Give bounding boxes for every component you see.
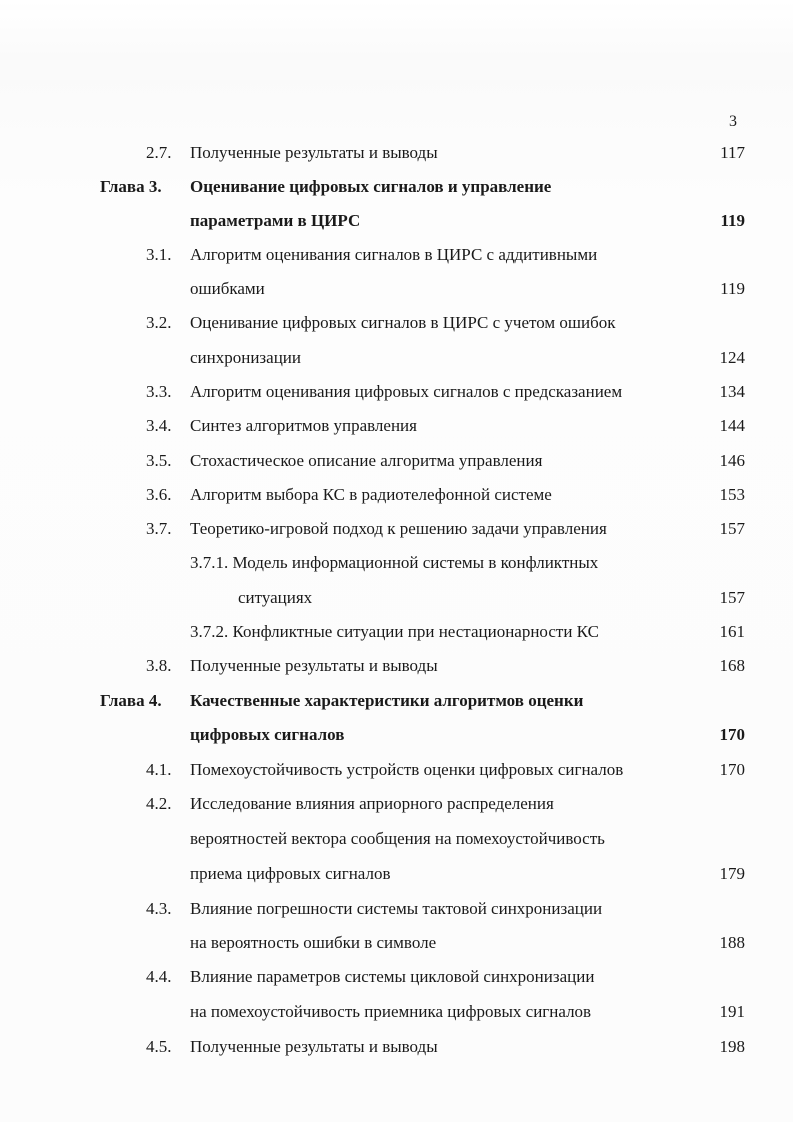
toc-entry-title-cont: приема цифровых сигналов [190, 864, 391, 883]
toc-entry-title-cont: на вероятность ошибки в символе [190, 933, 437, 952]
toc-subentry-title: 3.7.1. Модель информационной системы в конфликтных [190, 553, 599, 572]
toc-entry-title: Алгоритм оценивания сигналов в ЦИРС с аддитивными [190, 245, 598, 264]
toc-entry-page: 179 [719, 864, 745, 883]
toc-entry-title: Влияние параметров системы цикловой синхронизации [190, 967, 595, 986]
toc-entry-title-cont: ошибками [190, 279, 265, 298]
toc-entry-page: 188 [719, 933, 745, 952]
toc-entry-number: 3.8. [146, 656, 172, 675]
toc-entry-page: 157 [719, 519, 745, 538]
toc-entry-page: 146 [719, 451, 745, 470]
toc-entry-number: 3.5. [146, 451, 172, 470]
toc-entry-page: 117 [720, 143, 745, 162]
toc-entry-title-cont: на помехоустойчивость приемника цифровых сигналов [190, 1002, 592, 1021]
toc-entry-number: 3.3. [146, 382, 172, 401]
toc-subentry-title-cont: ситуациях [238, 588, 313, 607]
toc-entry-page: 157 [719, 588, 745, 607]
toc-entry-page: 170 [719, 760, 745, 779]
toc-entry-number: 3.6. [146, 485, 172, 504]
toc-entry-number: 4.3. [146, 899, 172, 918]
toc-entry-page: 198 [719, 1037, 745, 1056]
toc-entry-page: 191 [719, 1002, 745, 1021]
toc-entry-page: 153 [719, 485, 745, 504]
page-number: 3 [729, 113, 737, 130]
toc-entry-title: Помехоустойчивость устройств оценки цифровых сигналов [190, 760, 624, 779]
chapter-title-cont: параметрами в ЦИРС [190, 211, 361, 230]
chapter-title: Качественные характеристики алгоритмов оценки [190, 691, 584, 710]
toc-entry-title: Алгоритм выбора КС в радиотелефонной системе [190, 485, 552, 504]
toc-entry-title: Синтез алгоритмов управления [190, 416, 417, 435]
toc-entry-title: Исследование влияния априорного распределения [190, 794, 554, 813]
toc-entry-number: 3.7. [146, 519, 172, 538]
chapter-page: 119 [720, 211, 745, 230]
toc-entry-number: 4.4. [146, 967, 172, 986]
toc-entry-page: 134 [719, 382, 745, 401]
toc-entry-number: 4.5. [146, 1037, 172, 1056]
toc-entry-number: 3.1. [146, 245, 172, 264]
chapter-title-cont: цифровых сигналов [190, 725, 345, 744]
chapter-number: Глава 3. [100, 177, 162, 196]
toc-entry-title: Стохастическое описание алгоритма управления [190, 451, 543, 470]
toc-entry-number: 4.1. [146, 760, 172, 779]
toc-subentry-title: 3.7.2. Конфликтные ситуации при нестационарности КС [190, 622, 599, 641]
chapter-number: Глава 4. [100, 691, 162, 710]
toc-entry-title: Теоретико-игровой подход к решению задачи управления [190, 519, 607, 538]
chapter-title: Оценивание цифровых сигналов и управление [190, 177, 552, 196]
toc-entry-number: 3.2. [146, 313, 172, 332]
toc-entry-title-cont: синхронизации [190, 348, 301, 367]
toc-entry-number: 2.7. [146, 143, 172, 162]
toc-entry-page: 161 [719, 622, 745, 641]
toc-entry-title-cont: вероятностей вектора сообщения на помехоустойчивость [190, 829, 605, 848]
chapter-page: 170 [719, 725, 745, 744]
toc-entry-number: 3.4. [146, 416, 172, 435]
toc-entry-page: 168 [719, 656, 745, 675]
toc-entry-title: Полученные результаты и выводы [190, 656, 438, 675]
toc-entry-title: Оценивание цифровых сигналов в ЦИРС с учетом ошибок [190, 313, 616, 332]
toc-entry-title: Алгоритм оценивания цифровых сигналов с предсказанием [190, 382, 623, 401]
toc-entry-page: 144 [719, 416, 745, 435]
toc-entry-number: 4.2. [146, 794, 172, 813]
toc-entry-title: Влияние погрешности системы тактовой синхронизации [190, 899, 603, 918]
toc-entry-title: Полученные результаты и выводы [190, 1037, 438, 1056]
toc-entry-page: 119 [720, 279, 745, 298]
toc-entry-page: 124 [719, 348, 745, 367]
toc-entry-title: Полученные результаты и выводы [190, 143, 438, 162]
